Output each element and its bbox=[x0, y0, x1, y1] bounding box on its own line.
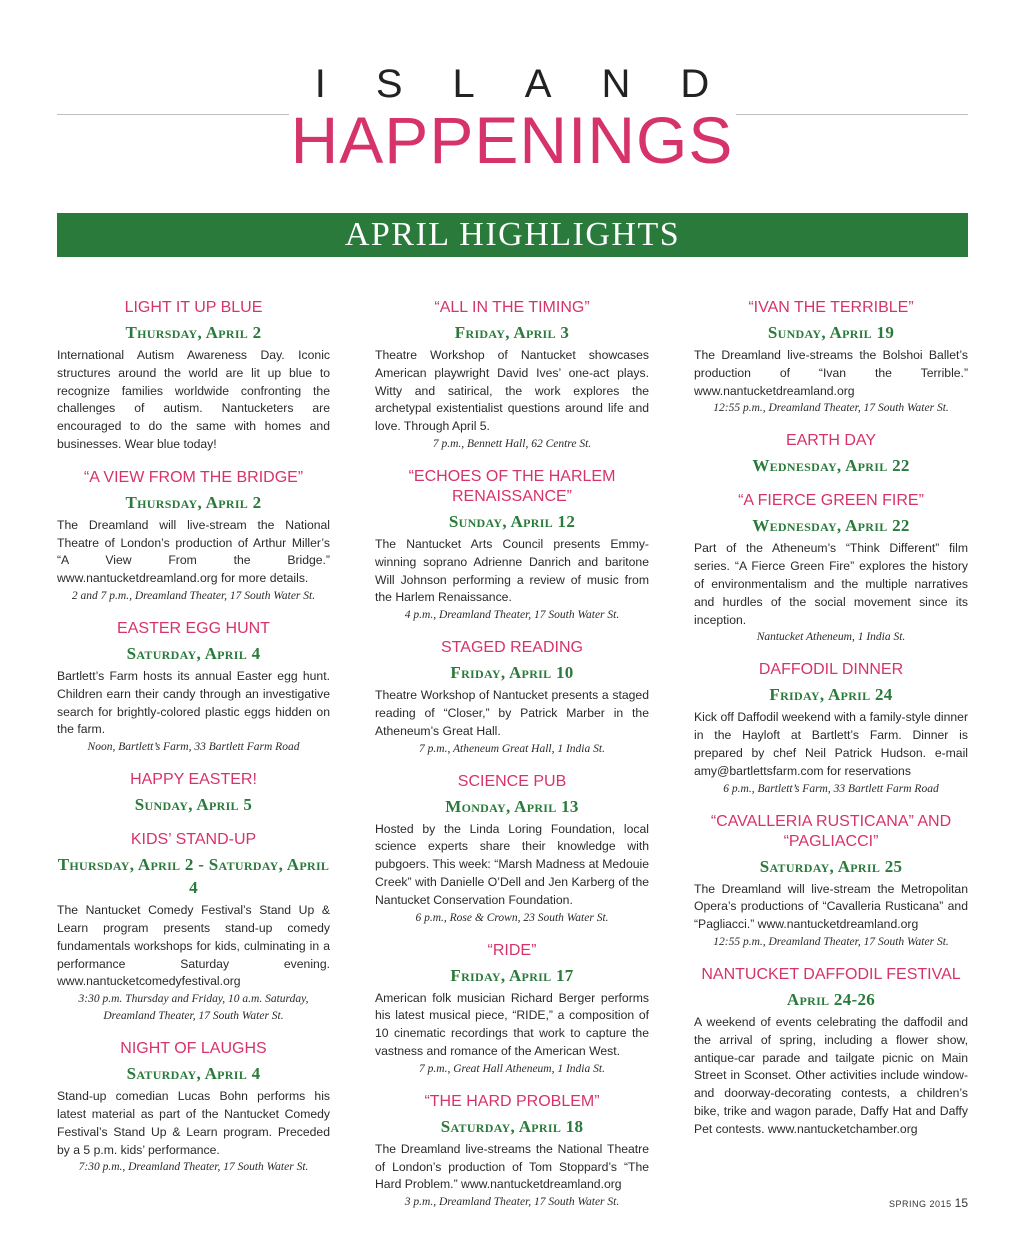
event-title: HAPPY EASTER! bbox=[130, 771, 257, 789]
event-date: Monday, April 13 bbox=[445, 796, 579, 816]
event-location: 7 p.m., Atheneum Great Hall, 1 India St. bbox=[419, 742, 605, 755]
event-title: “ALL IN THE TIMING” bbox=[434, 299, 590, 316]
event-description: Part of the Atheneum’s “Think Different” film series. “A Fierce Green Fire” explores the history of environmentalism and the multiple narratives and hurdles of the social movement since its inception. bbox=[694, 541, 968, 627]
event-title: DAFFODIL DINNER bbox=[758, 661, 904, 679]
event-science-pub bbox=[375, 772, 649, 927]
event-date: Friday, April 24 bbox=[769, 685, 893, 705]
event-title: NIGHT OF LAUGHS bbox=[120, 1040, 267, 1058]
event-date: Saturday, April 25 bbox=[759, 856, 903, 876]
event-description: The Nantucket Arts Council presents Emmy-winning soprano Adrienne Danrich and baritone Will Johnson performing a review of music from the Harlem Renaissance. bbox=[375, 536, 649, 605]
event-title: KIDS’ STAND-UP bbox=[130, 831, 257, 849]
event-happy-easter bbox=[57, 770, 330, 816]
event-date: Wednesday, April 22 bbox=[752, 456, 910, 476]
event-date: Thursday, April 2 bbox=[125, 323, 262, 342]
event-description: The Nantucket Comedy Festival’s Stand Up & Learn program presents stand-up comedy fundamentals workshops for kids, culminating in a performance Saturday evening. www.nantucketcomedyfestival.org bbox=[57, 903, 330, 989]
event-description: American folk musician Richard Berger performs his latest musical piece, “RIDE,” a composition of 10 cinematic recordings that work to capture the vastness and romance of the American West. bbox=[375, 990, 649, 1058]
event-cavalleria-rusticana bbox=[694, 812, 968, 951]
event-nantucket-daffodil-festival bbox=[694, 965, 968, 1139]
event-light-it-up-blue bbox=[57, 298, 330, 454]
event-title: STAGED READING bbox=[441, 639, 583, 657]
events-column-3 bbox=[694, 298, 968, 1153]
event-description: Hosted by the Linda Loring Foundation, local science experts share their knowledge with pubgoers. This week: “Marsh Madness at Medouie Creek” with Danielle O’Dell and Jen Karberg of the Nantucket Conservation Foundation. bbox=[375, 821, 649, 907]
event-date: April 24-26 bbox=[786, 989, 876, 1009]
event-date: Saturday, April 4 bbox=[126, 643, 261, 663]
event-description: The Dreamland live-streams the Bolshoi Ballet’s production of “Ivan the Terrible.” www.nantucketdreamland.org bbox=[694, 348, 968, 398]
event-description: Theatre Workshop of Nantucket presents a staged reading of “Closer,” by Patrick Marber in the Atheneum’s Great Hall. bbox=[375, 688, 649, 738]
event-earth-day bbox=[694, 431, 968, 477]
event-title: “A VIEW FROM THE BRIDGE” bbox=[83, 468, 304, 486]
event-echoes-of-the-harlem-renaissance bbox=[375, 467, 649, 624]
event-location: 4 p.m., Dreamland Theater, 17 South Water St. bbox=[404, 609, 620, 622]
event-description: Stand-up comedian Lucas Bohn performs his latest material as part of the Nantucket Comedy Festival’s Stand Up & Learn program. Preceded by a 5 p.m. kids’ performance. bbox=[57, 1089, 330, 1157]
event-location: 2 and 7 p.m., Dreamland Theater, 17 South Water St. bbox=[71, 589, 316, 602]
folio-season: SPRING 2015 bbox=[889, 1199, 952, 1209]
events-column-2 bbox=[375, 298, 649, 1225]
event-location: 12:55 p.m., Dreamland Theater, 17 South Water St. bbox=[713, 935, 949, 948]
masthead-title: HAPPENINGS bbox=[290, 103, 734, 177]
event-title: “RIDE” bbox=[487, 941, 537, 959]
event-title: “CAVALLERIA RUSTICANA” AND “PAGLIACCI” bbox=[710, 812, 952, 850]
event-title: “THE HARD PROBLEM” bbox=[424, 1092, 600, 1110]
event-location: 3:30 p.m. Thursday and Friday, 10 a.m. Saturday, Dreamland Theater, 17 South Water St. bbox=[78, 993, 309, 1023]
event-title: SCIENCE PUB bbox=[457, 772, 567, 790]
event-title: “A FIERCE GREEN FIRE” bbox=[738, 492, 924, 510]
masthead bbox=[0, 0, 1024, 200]
event-location: Noon, Bartlett’s Farm, 33 Bartlett Farm Road bbox=[87, 741, 300, 754]
event-description: A weekend of events celebrating the daffodil and the arrival of spring, including a flower show, antique-car parade and tailgate picnic on Main Street in Sconset. Other activities include window- and doorway-decorating contests, a children’s bike, trike and wagon parade, Daffy Hat and Daffy Pet contests. www.nantucketchamber.org bbox=[694, 1014, 968, 1136]
event-a-view-from-the-bridge bbox=[57, 468, 330, 605]
page-folio bbox=[880, 1196, 968, 1210]
event-date: Saturday, April 4 bbox=[126, 1064, 261, 1084]
event-date: Thursday, April 2 - Saturday, April 4 bbox=[57, 855, 330, 898]
event-daffodil-dinner bbox=[694, 660, 968, 797]
event-date: Sunday, April 19 bbox=[767, 323, 895, 342]
event-date: Friday, April 17 bbox=[450, 965, 574, 985]
event-title: EASTER EGG HUNT bbox=[117, 619, 270, 637]
event-location: 12:55 p.m., Dreamland Theater, 17 South Water St. bbox=[713, 402, 949, 415]
event-location: 6 p.m., Bartlett’s Farm, 33 Bartlett Farm Road bbox=[723, 782, 939, 795]
event-location: 6 p.m., Rose & Crown, 23 South Water St. bbox=[415, 911, 609, 924]
event-ivan-the-terrible bbox=[694, 298, 968, 417]
event-kids-stand-up bbox=[57, 830, 330, 1025]
event-title: “IVAN THE TERRIBLE” bbox=[748, 299, 914, 316]
event-date: Sunday, April 12 bbox=[448, 511, 576, 531]
event-all-in-the-timing bbox=[375, 298, 649, 453]
event-description: International Autism Awareness Day. Iconic structures around the world are lit up blue to recognize families worldwide confronting the challenges of autism. Nantucketers are encouraged to do the same with homes and businesses. Wear blue today! bbox=[57, 348, 330, 451]
event-description: Kick off Daffodil weekend with a family-style dinner in the Hayloft at Bartlett’s Farm. Dinner is prepared by chef Neil Patrick Hudson. e-mail amy@bartlettsfarm.com for reservations bbox=[694, 710, 968, 778]
event-date: Saturday, April 18 bbox=[440, 1116, 584, 1136]
event-location: 3 p.m., Dreamland Theater, 17 South Water St. bbox=[404, 1196, 620, 1209]
event-title: LIGHT IT UP BLUE bbox=[124, 299, 263, 316]
event-date: Sunday, April 5 bbox=[134, 795, 253, 815]
event-description: The Dreamland will live-stream the National Theatre of London’s production of Arthur Miller’s “A View From the Bridge.” www.nantucketdreamland.org for more details. bbox=[57, 517, 330, 586]
event-a-fierce-green-fire bbox=[694, 491, 968, 646]
event-location: 7 p.m., Great Hall Atheneum, 1 India St. bbox=[419, 1062, 605, 1075]
events-column-1 bbox=[57, 298, 330, 1190]
event-staged-reading bbox=[375, 638, 649, 757]
page-number: 15 bbox=[954, 1196, 968, 1210]
event-location: 7:30 p.m., Dreamland Theater, 17 South Water St. bbox=[78, 1161, 309, 1174]
event-the-hard-problem bbox=[375, 1092, 649, 1211]
section-banner: APRIL HIGHLIGHTS bbox=[57, 213, 968, 257]
event-date: Thursday, April 2 bbox=[125, 492, 262, 512]
event-ride bbox=[375, 941, 649, 1078]
event-location: 7 p.m., Bennett Hall, 62 Centre St. bbox=[432, 437, 592, 450]
event-title: “ECHOES OF THE HARLEM RENAISSANCE” bbox=[408, 467, 616, 505]
event-date: Friday, April 10 bbox=[450, 663, 574, 683]
event-location: Nantucket Atheneum, 1 India St. bbox=[756, 631, 906, 644]
event-date: Wednesday, April 22 bbox=[752, 516, 910, 536]
event-description: Theatre Workshop of Nantucket showcases American playwright David Ives’ one-act plays. Witty and satirical, the work explores the archetypal existentialist questions around life and love. Through April 5. bbox=[375, 348, 649, 434]
event-description: Bartlett’s Farm hosts its annual Easter egg hunt. Children earn their candy through an investigative search for brightly-colored plastic eggs hidden on the farm. bbox=[57, 668, 330, 737]
masthead-kicker: ISLAND bbox=[314, 62, 760, 106]
event-easter-egg-hunt bbox=[57, 619, 330, 756]
event-description: The Dreamland will live-stream the Metropolitan Opera’s productions of “Cavalleria Rusticana” and “Pagliacci.” www.nantucketdreamland.org bbox=[694, 881, 968, 932]
event-title: EARTH DAY bbox=[785, 432, 877, 450]
event-description: The Dreamland live-streams the National Theatre of London’s production of Tom Stoppard’s “The Hard Problem.” www.nantucketdreamland.org bbox=[375, 1141, 649, 1192]
event-date: Friday, April 3 bbox=[454, 323, 570, 342]
event-night-of-laughs bbox=[57, 1039, 330, 1176]
event-title: NANTUCKET DAFFODIL FESTIVAL bbox=[701, 965, 961, 983]
